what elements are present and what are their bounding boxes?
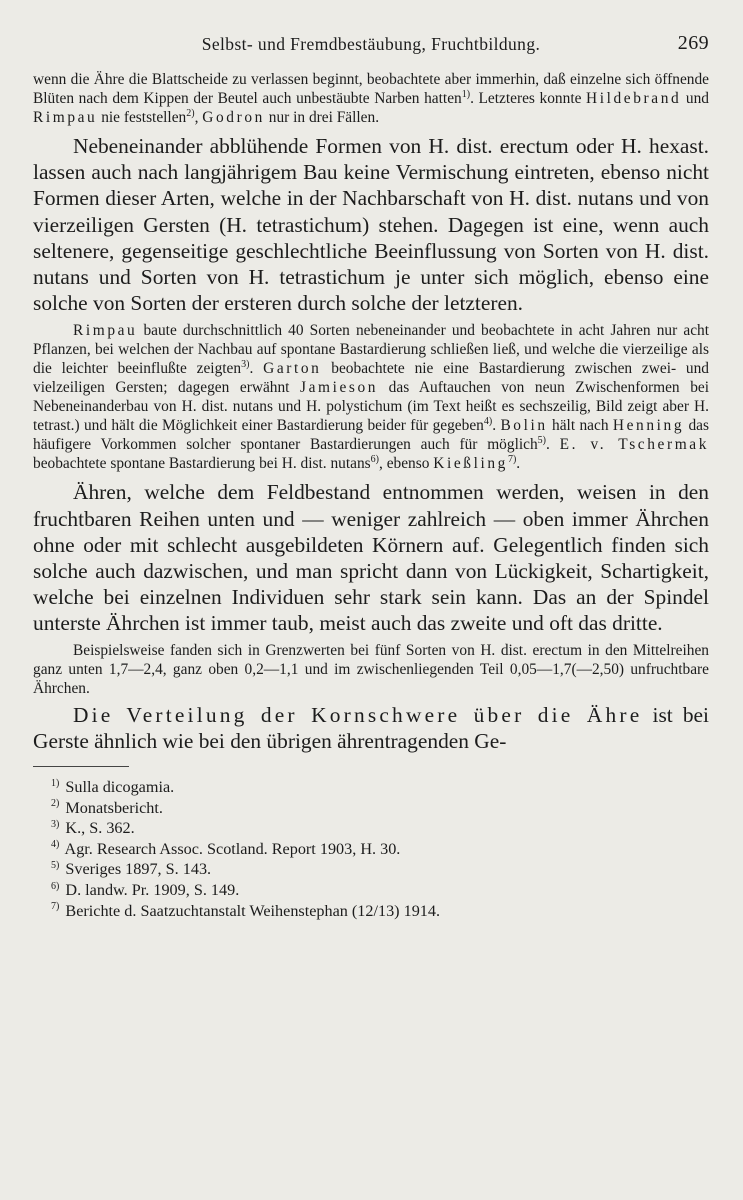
- paragraph-barley-forms: Nebeneinander abblühende Formen von H. dist. erectum oder H. hexast. lassen auch nach langjährigem Bau keine Vermischung eintreten, ebenso nicht Formen dieser Arten, welche in der Nachbarschaft von H. dist. nutans und von vierzeiligen Gersten (H. tetrastichum) stehen. Dagegen ist eine, wenn auch seltenere, gegenseitige geschlechtliche Beeinflussung von Sorten von H. dist. nutans und Sorten von H. tetrastichum je unter sich möglich, ebenso eine solche von Sorten der ersteren durch solche der letzteren.: [33, 134, 709, 316]
- author-name: Henning: [612, 417, 685, 435]
- paragraph-bastardization: Rimpau baute durchschnittlich 40 Sorten nebeneinander und beobachtete in acht Jahren nur acht Pflanzen, bei welchen der Nachbau auf spontane Bastardierung schließen ließ, und welche die vierzeilige als die leichter beeinflußte zeigten$^{3)}$. Garton beobachtete nie eine Bastardierung zwischen zwei- und vielzeiligen Gersten; dagegen erwähnt Jamieson das Auftauchen von neun Zwischenformen bei Nebeneinanderbau von H. dist. nutans und H. polystichum (im Text heißt es sechszeilig, Bild zeigt aber H. tetrast.) und hält die Möglichkeit einer Bastardierung beider für gegeben$^{4)}$. Bolin hält nach Henning das häufigere Vorkommen solcher spontaner Bastardierungen auch für möglich$^{5)}$. E. v. Tschermak beobachtete spontane Bastardierung bei H. dist. nutans$^{6)}$, ebenso Kießling$^{7)}$.: [33, 322, 710, 473]
- paragraph-grain-weight: Die Verteilung der Kornschwere über die Ähre ist bei Gerste ähnlich wie bei den übrigen ährentragenden Ge-: [33, 702, 709, 753]
- author-name: Rimpau: [33, 109, 98, 126]
- paragraph-ears: Ähren, welche dem Feldbestand entnommen werden, weisen in den fruchtbaren Reihen unten und — weniger zahlreich — oben immer Ährchen ohne oder mit schlecht ausgebildeten Körnern auf. Gelegentlich finden sich solche auch dazwischen, und man spricht dann von Lückigkeit, Schartigkeit, welche bei einzelnen Individuen sehr stark sein kann. Das an der Spindel unterste Ährchen ist immer taub, meist auch das zweite und oft das dritte.: [33, 480, 709, 636]
- spaced-heading-text: Die Verteilung der Kornschwere über die Ähre: [73, 702, 643, 727]
- footnotes: [33, 777, 709, 921]
- footnote: $^{6)}$ D. landw. Pr. 1909, S. 149.: [51, 880, 240, 900]
- page-header: [33, 30, 709, 60]
- page-number: 269: [677, 32, 709, 54]
- author-name: E. v. Tschermak: [559, 436, 709, 454]
- footnote-rule: [33, 766, 129, 767]
- author-name: Kießling: [433, 455, 508, 473]
- author-name: Jamieson: [300, 379, 379, 397]
- author-name: Hildebrand: [586, 90, 682, 107]
- footnote: $^{4)}$ Agr. Research Assoc. Scotland. Report 1903, H. 30.: [51, 839, 401, 858]
- paragraph-continuation: wenn die Ähre die Blattscheide zu verlassen beginnt, beobachtete aber immerhin, daß einzelne sich öffnende Blüten nach dem Kippen der Beutel auch unbestäubte Narben hatten$^{1)}$. Letzteres konnte Hildebrand und Rimpau nie feststellen$^{2)}$, Godron nur in drei Fällen.: [33, 71, 709, 126]
- footnote: $^{5)}$ Sveriges 1897, S. 143.: [51, 860, 212, 879]
- footnote: $^{7)}$ Berichte d. Saatzuchtanstalt Weihenstephan (12/13) 1914.: [51, 901, 441, 920]
- footnote: $^{3)}$ K., S. 362.: [51, 818, 135, 838]
- author-name: Godron: [202, 109, 265, 126]
- paragraph-example-values: Beispielsweise fanden sich in Grenzwerten bei fünf Sorten von H. dist. erectum in den Mittelreihen ganz unten 1,7—2,4, ganz oben 0,2—1,1 und im zwischenliegenden Teil 0,05—1,7(—2,50) unfruchtbare Ährchen.: [33, 641, 709, 697]
- author-name: Rimpau: [73, 322, 138, 340]
- running-title: Selbst- und Fremdbestäubung, Fruchtbildung.: [201, 34, 541, 54]
- author-name: Bolin: [500, 417, 548, 435]
- footnote: $^{2)}$ Monatsbericht.: [51, 798, 163, 817]
- book-page: [33, 30, 709, 921]
- footnote: $^{1)}$ Sulla dicogamia.: [51, 777, 175, 797]
- author-name: Garton: [263, 360, 322, 378]
